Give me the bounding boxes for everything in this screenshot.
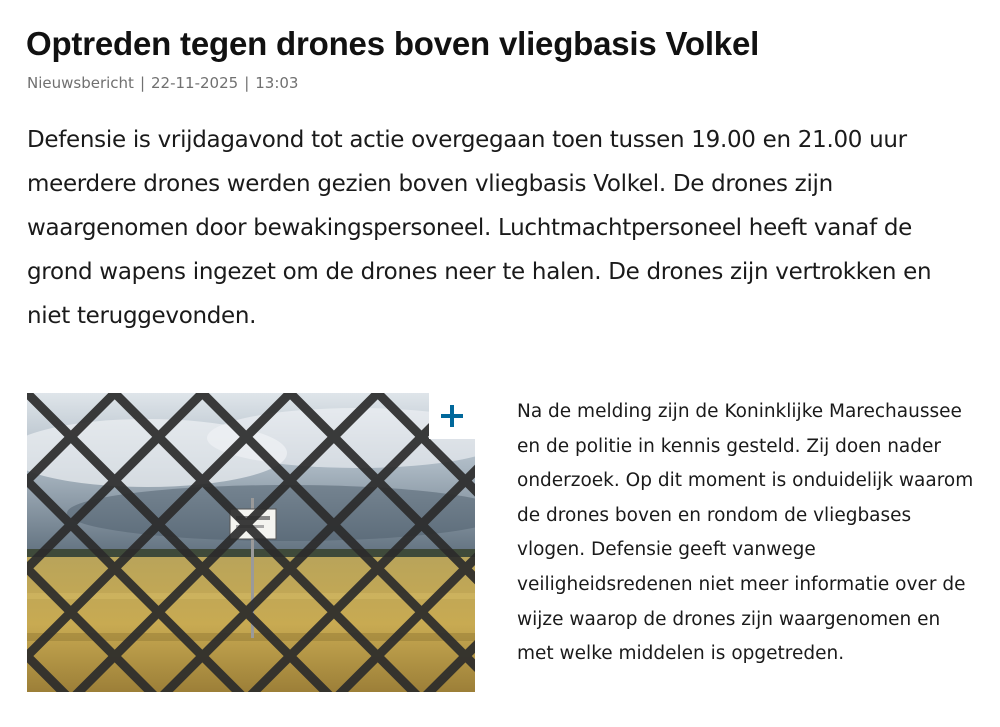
article-lead: Defensie is vrijdagavond tot actie overgegaan toen tussen 19.00 en 21.00 uur meerdere drones werden gezien boven vliegbasis Volkel. De drones zijn waargenomen door bewakingspersoneel. Luchtmachtpersoneel heeft vanaf de grond wapens ingezet om de drones neer te halen. De drones zijn vertrokken en niet teruggevonden.	[27, 127, 932, 329]
article-body: Na de melding zijn de Koninklijke Marechaussee en de politie in kennis gesteld. Zij doen nader onderzoek. Op dit moment is onduidelijk waarom de drones boven en rondom de vliegbases vlogen. Defensie geeft vanwege veiligheidsredenen niet meer informatie over de wijze waarop de drones zijn waargenomen en met welke middelen is opgetreden.	[517, 401, 974, 665]
article-meta	[27, 73, 298, 93]
article-date: 22-11-2025	[151, 74, 239, 92]
article-type: Nieuwsbericht	[27, 74, 134, 92]
meta-separator: |	[244, 74, 250, 92]
article-title: Optreden tegen drones boven vliegbasis Volkel	[26, 25, 760, 62]
meta-separator: |	[139, 74, 145, 92]
article-image[interactable]	[27, 393, 475, 692]
plus-icon	[439, 403, 465, 429]
expand-image-button[interactable]	[429, 393, 475, 439]
fence-field-photo	[27, 393, 475, 692]
article-time: 13:03	[255, 74, 299, 92]
